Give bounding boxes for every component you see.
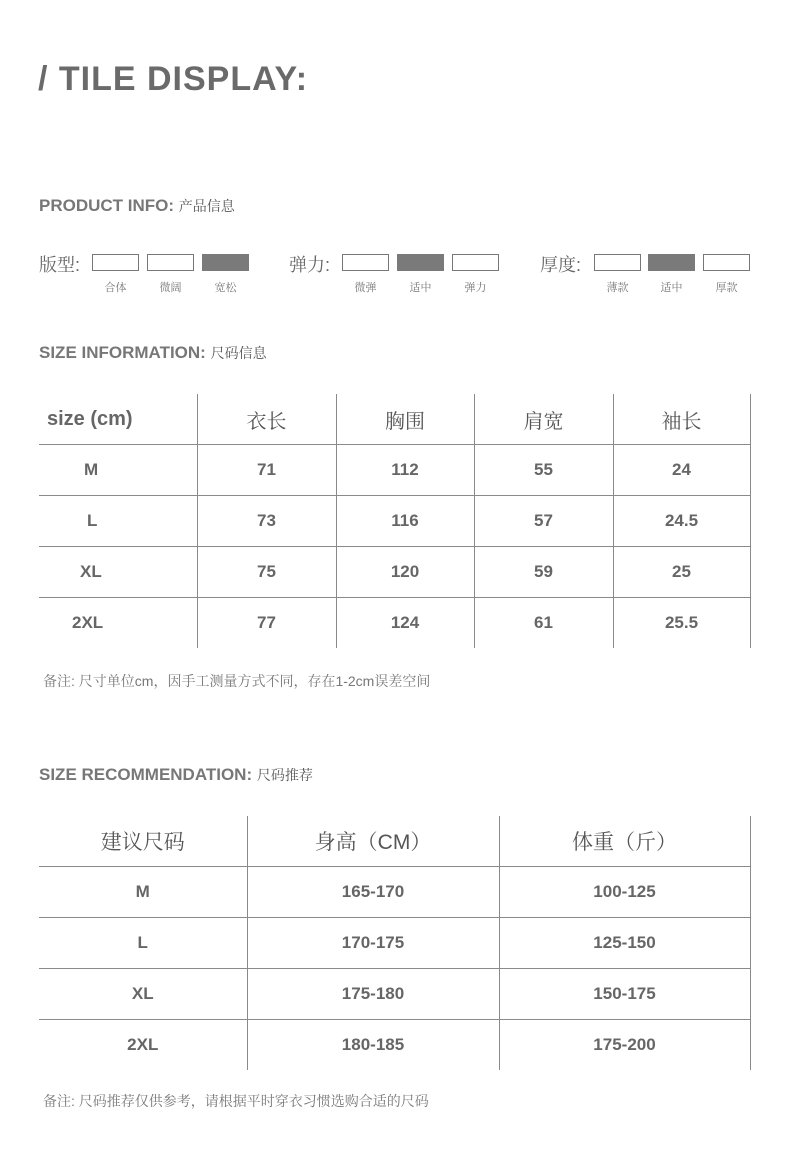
thickness-option-label-1: 薄款 <box>606 282 629 294</box>
table-cell: XL <box>39 969 247 1020</box>
product-info-title-en: PRODUCT INFO: <box>39 196 175 215</box>
table-cell: 100-125 <box>499 867 750 918</box>
table-cell: 165-170 <box>247 867 499 918</box>
table-cell: 150-175 <box>499 969 750 1020</box>
table-cell: 125-150 <box>499 918 750 969</box>
fit-option-box-3-selected <box>202 254 249 271</box>
thickness-option-box-3 <box>703 254 750 271</box>
table-cell: 170-175 <box>247 918 499 969</box>
table-header-cell: 胸围 <box>336 394 474 445</box>
table-cell: L <box>39 496 197 547</box>
table-cell: M <box>39 445 197 496</box>
product-info-title-cn: 产品信息 <box>178 198 235 214</box>
table-cell: 25.5 <box>613 598 750 649</box>
table-cell: 25 <box>613 547 750 598</box>
table-cell: 116 <box>336 496 474 547</box>
table-row <box>39 867 750 918</box>
table-cell: 75 <box>197 547 336 598</box>
table-header-cell: 身高（CM） <box>247 816 499 867</box>
elasticity-option-box-3 <box>452 254 499 271</box>
table-row <box>39 918 750 969</box>
table-cell: 73 <box>197 496 336 547</box>
table-header-cell: 袖长 <box>613 394 750 445</box>
thickness-option-box-1 <box>594 254 641 271</box>
elasticity-option-label-2: 适中 <box>409 282 432 294</box>
size-info-title-cn: 尺码信息 <box>210 345 267 361</box>
table-cell: 55 <box>474 445 613 496</box>
size-info-title-en: SIZE INFORMATION: <box>39 343 206 362</box>
table-cell: 180-185 <box>247 1020 499 1071</box>
fit-option-label-1: 合体 <box>104 282 127 294</box>
fit-option-label-2: 微阔 <box>159 282 182 294</box>
attr-label-elasticity: 弹力: <box>289 255 331 275</box>
table-cell: 112 <box>336 445 474 496</box>
table-cell: XL <box>39 547 197 598</box>
table-cell: 71 <box>197 445 336 496</box>
table-cell: 77 <box>197 598 336 649</box>
table-cell: 175-180 <box>247 969 499 1020</box>
table-row <box>39 547 750 598</box>
table-cell: 120 <box>336 547 474 598</box>
size-rec-note: 备注: 尺码推荐仅供参考，请根据平时穿衣习惯选购合适的尺码 <box>43 1093 429 1109</box>
page-title: / TILE DISPLAY: <box>38 60 309 98</box>
table-cell: 57 <box>474 496 613 547</box>
thickness-option-label-2: 适中 <box>660 282 683 294</box>
table-cell: 124 <box>336 598 474 649</box>
table-cell: 2XL <box>39 1020 247 1071</box>
fit-option-label-3: 宽松 <box>214 282 237 294</box>
table-header-cell: 建议尺码 <box>39 816 247 867</box>
table-cell: 24.5 <box>613 496 750 547</box>
table-header-cell: 衣长 <box>197 394 336 445</box>
thickness-option-box-2-selected <box>648 254 695 271</box>
table-cell: 175-200 <box>499 1020 750 1071</box>
elasticity-option-label-1: 微弹 <box>354 282 377 294</box>
table-row <box>39 445 750 496</box>
attr-label-thickness: 厚度: <box>540 255 582 275</box>
size-rec-title <box>39 765 313 785</box>
table-cell: 24 <box>613 445 750 496</box>
size-info-note: 备注: 尺寸单位cm，因手工测量方式不同，存在1-2cm误差空间 <box>43 673 431 689</box>
attr-label-fit: 版型: <box>39 255 81 275</box>
fit-option-box-1 <box>92 254 139 271</box>
size-rec-title-en: SIZE RECOMMENDATION: <box>39 765 253 784</box>
elasticity-option-box-2-selected <box>397 254 444 271</box>
table-cell: 59 <box>474 547 613 598</box>
elasticity-option-box-1 <box>342 254 389 271</box>
product-info-title <box>39 196 235 216</box>
size-info-title <box>39 343 267 363</box>
table-row <box>39 1020 750 1071</box>
table-header-cell: size (cm) <box>39 394 197 445</box>
thickness-option-label-3: 厚款 <box>715 282 738 294</box>
elasticity-option-label-3: 弹力 <box>464 282 487 294</box>
size-rec-title-cn: 尺码推荐 <box>256 767 313 783</box>
table-header-row <box>39 816 750 867</box>
table-cell: 2XL <box>39 598 197 649</box>
size-info-table <box>39 394 751 648</box>
fit-option-box-2 <box>147 254 194 271</box>
table-row <box>39 496 750 547</box>
table-cell: 61 <box>474 598 613 649</box>
table-row <box>39 598 750 649</box>
table-header-cell: 体重（斤） <box>499 816 750 867</box>
table-cell: M <box>39 867 247 918</box>
table-header-cell: 肩宽 <box>474 394 613 445</box>
size-rec-table <box>39 816 751 1070</box>
table-cell: L <box>39 918 247 969</box>
table-row <box>39 969 750 1020</box>
table-header-row <box>39 394 750 445</box>
